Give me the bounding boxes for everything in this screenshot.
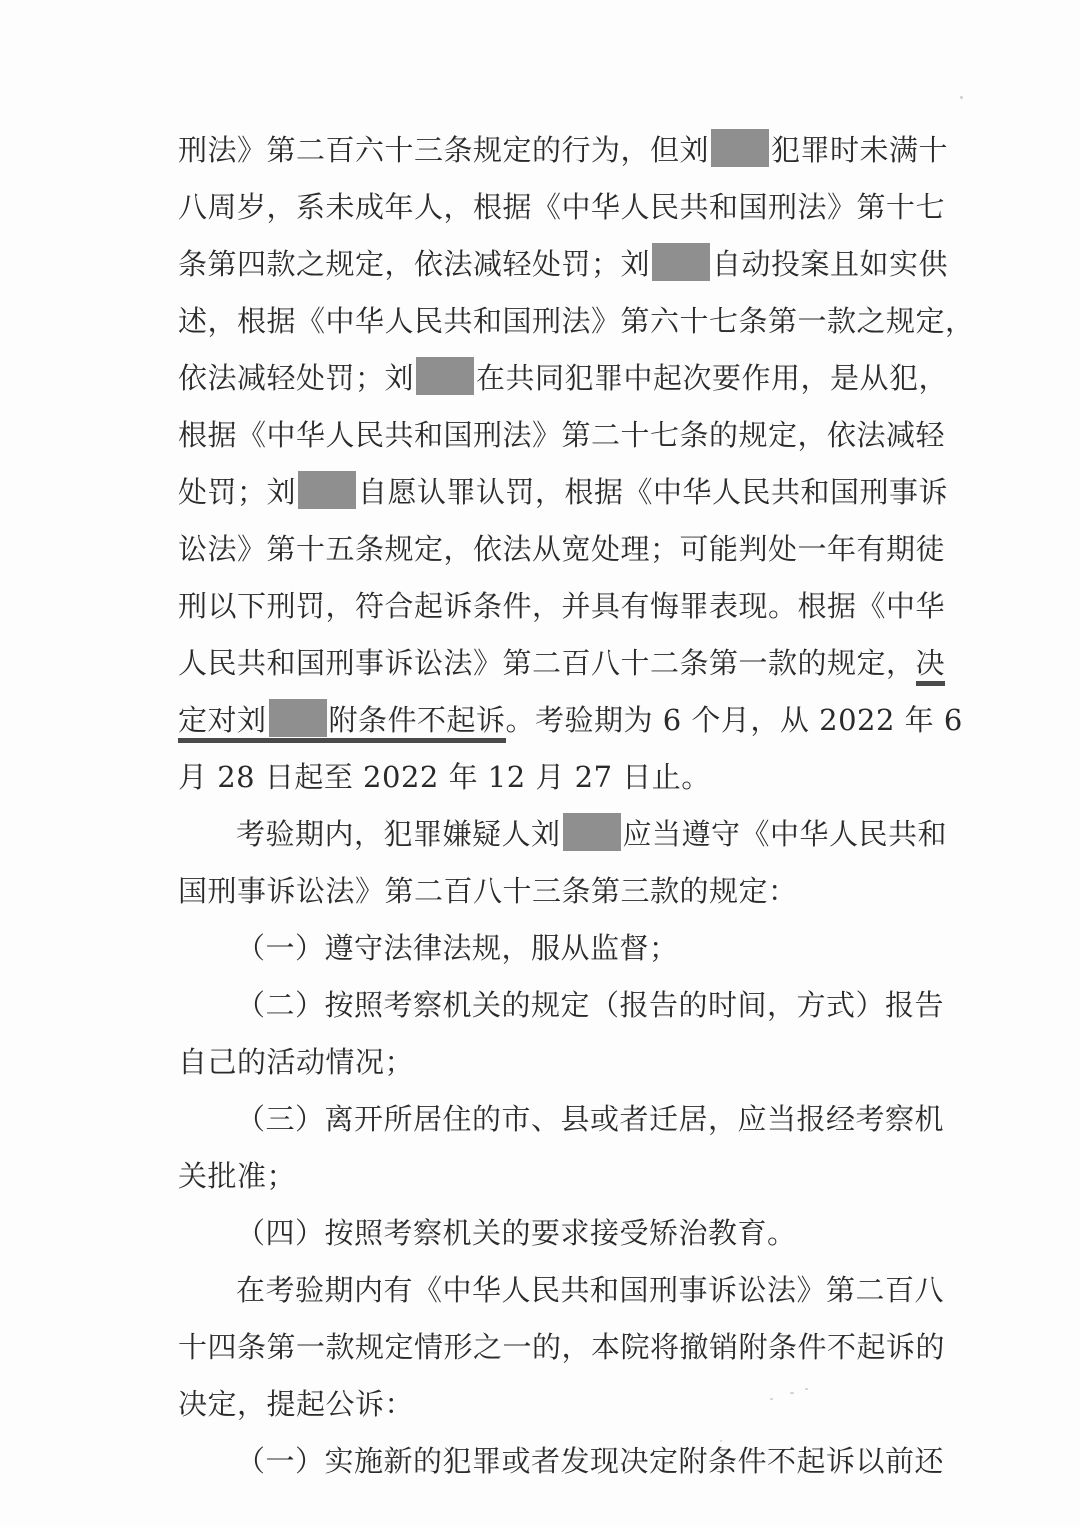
- redaction-block: [711, 129, 769, 167]
- text-run: （四）按照考察机关的要求接受矫治教育。: [236, 1216, 797, 1250]
- redaction-block: [563, 813, 621, 851]
- text-run: 处罚；刘: [178, 475, 297, 509]
- underlined-text: [329, 703, 506, 743]
- text-line: [178, 407, 946, 464]
- underlined-text: [178, 703, 267, 743]
- underlined-text: [267, 703, 329, 743]
- text-line: [178, 293, 975, 350]
- text-run: 在共同犯罪中起次要作用，是从犯，: [476, 361, 949, 395]
- underlined-text: [916, 646, 946, 686]
- text-run: 刑法》第二百六十三条规定的行为，但刘: [178, 133, 710, 167]
- text-run: 犯罪时未满十: [771, 133, 949, 167]
- text-run: 。考验期为 6 个月，从 2022 年 6: [505, 703, 963, 737]
- redaction-block: [652, 243, 710, 281]
- text-line: [178, 1319, 946, 1376]
- text-line: [178, 635, 946, 692]
- redaction-block: [269, 699, 327, 737]
- text-run: 决定，提起公诉：: [178, 1387, 415, 1421]
- text-line: [178, 179, 946, 236]
- text-line: [178, 1205, 938, 1262]
- redaction-block: [416, 357, 474, 395]
- document-body: [178, 122, 975, 1490]
- scan-speck: [720, 1440, 722, 1442]
- scan-speck: [805, 1388, 808, 1390]
- text-run: （三）离开所居住的市、县或者迁居，应当报经考察机: [236, 1102, 945, 1136]
- scan-speck: [790, 1392, 794, 1394]
- text-line: [178, 521, 946, 578]
- scan-speck: [770, 1398, 773, 1400]
- text-run: 自动投案且如实供: [712, 247, 949, 281]
- text-run: 自己的活动情况；: [178, 1045, 415, 1079]
- text-line: [178, 1262, 945, 1319]
- text-run: 根据《中华人民共和国刑法》第二十七条的规定，依法减轻: [178, 418, 946, 452]
- text-line: [178, 692, 963, 749]
- text-run: 八周岁，系未成年人，根据《中华人民共和国刑法》第十七: [178, 190, 946, 224]
- text-run: 月 28 日起至 2022 年 12 月 27 日止。: [178, 760, 711, 794]
- text-run: 讼法》第十五条规定，依法从宽处理；可能判处一年有期徒: [178, 532, 946, 566]
- text-line: [178, 1376, 938, 1433]
- text-run: 述，根据《中华人民共和国刑法》第六十七条第一款之规定，: [178, 304, 975, 338]
- text-line: [178, 749, 938, 806]
- text-run: 应当遵守《中华人民共和: [622, 817, 948, 851]
- text-run: 依法减轻处罚；刘: [178, 361, 415, 395]
- text-run: 十四条第一款规定情形之一的，本院将撤销附条件不起诉的: [178, 1330, 946, 1364]
- text-line: [178, 806, 948, 863]
- text-line: [178, 1091, 945, 1148]
- text-run: （一）遵守法律法规，服从监督；: [236, 931, 679, 965]
- text-run: 国刑事诉讼法》第二百八十三条第三款的规定：: [178, 874, 798, 908]
- text-run: 关批准；: [178, 1159, 297, 1193]
- text-run: 在考验期内有《中华人民共和国刑事诉讼法》第二百八: [236, 1273, 945, 1307]
- text-line: [178, 464, 949, 521]
- text-run: 刑以下刑罚，符合起诉条件，并具有悔罪表现。根据《中华: [178, 589, 946, 623]
- text-line: [178, 863, 938, 920]
- scan-speck: [960, 96, 963, 99]
- text-line: [178, 920, 938, 977]
- text-run: 考验期内，犯罪嫌疑人刘: [236, 817, 561, 851]
- text-line: [178, 350, 949, 407]
- text-line: [178, 236, 949, 293]
- text-run: 决: [915, 646, 946, 680]
- text-line: [178, 1034, 938, 1091]
- text-line: [178, 1433, 945, 1490]
- text-run: （二）按照考察机关的规定（报告的时间，方式）报告: [236, 988, 945, 1022]
- text-line: [178, 977, 945, 1034]
- text-line: [178, 122, 949, 179]
- text-run: 人民共和国刑事诉讼法》第二百八十二条第一款的规定，: [178, 646, 916, 680]
- redaction-block: [298, 471, 356, 509]
- text-run: 附条件不起诉: [328, 703, 506, 737]
- text-run: （一）实施新的犯罪或者发现决定附条件不起诉以前还: [236, 1444, 945, 1478]
- text-run: 自愿认罪认罚，根据《中华人民共和国刑事诉: [358, 475, 949, 509]
- text-line: [178, 578, 946, 635]
- text-line: [178, 1148, 938, 1205]
- text-run: 定对刘: [178, 703, 267, 737]
- text-run: 条第四款之规定，依法减轻处罚；刘: [178, 247, 651, 281]
